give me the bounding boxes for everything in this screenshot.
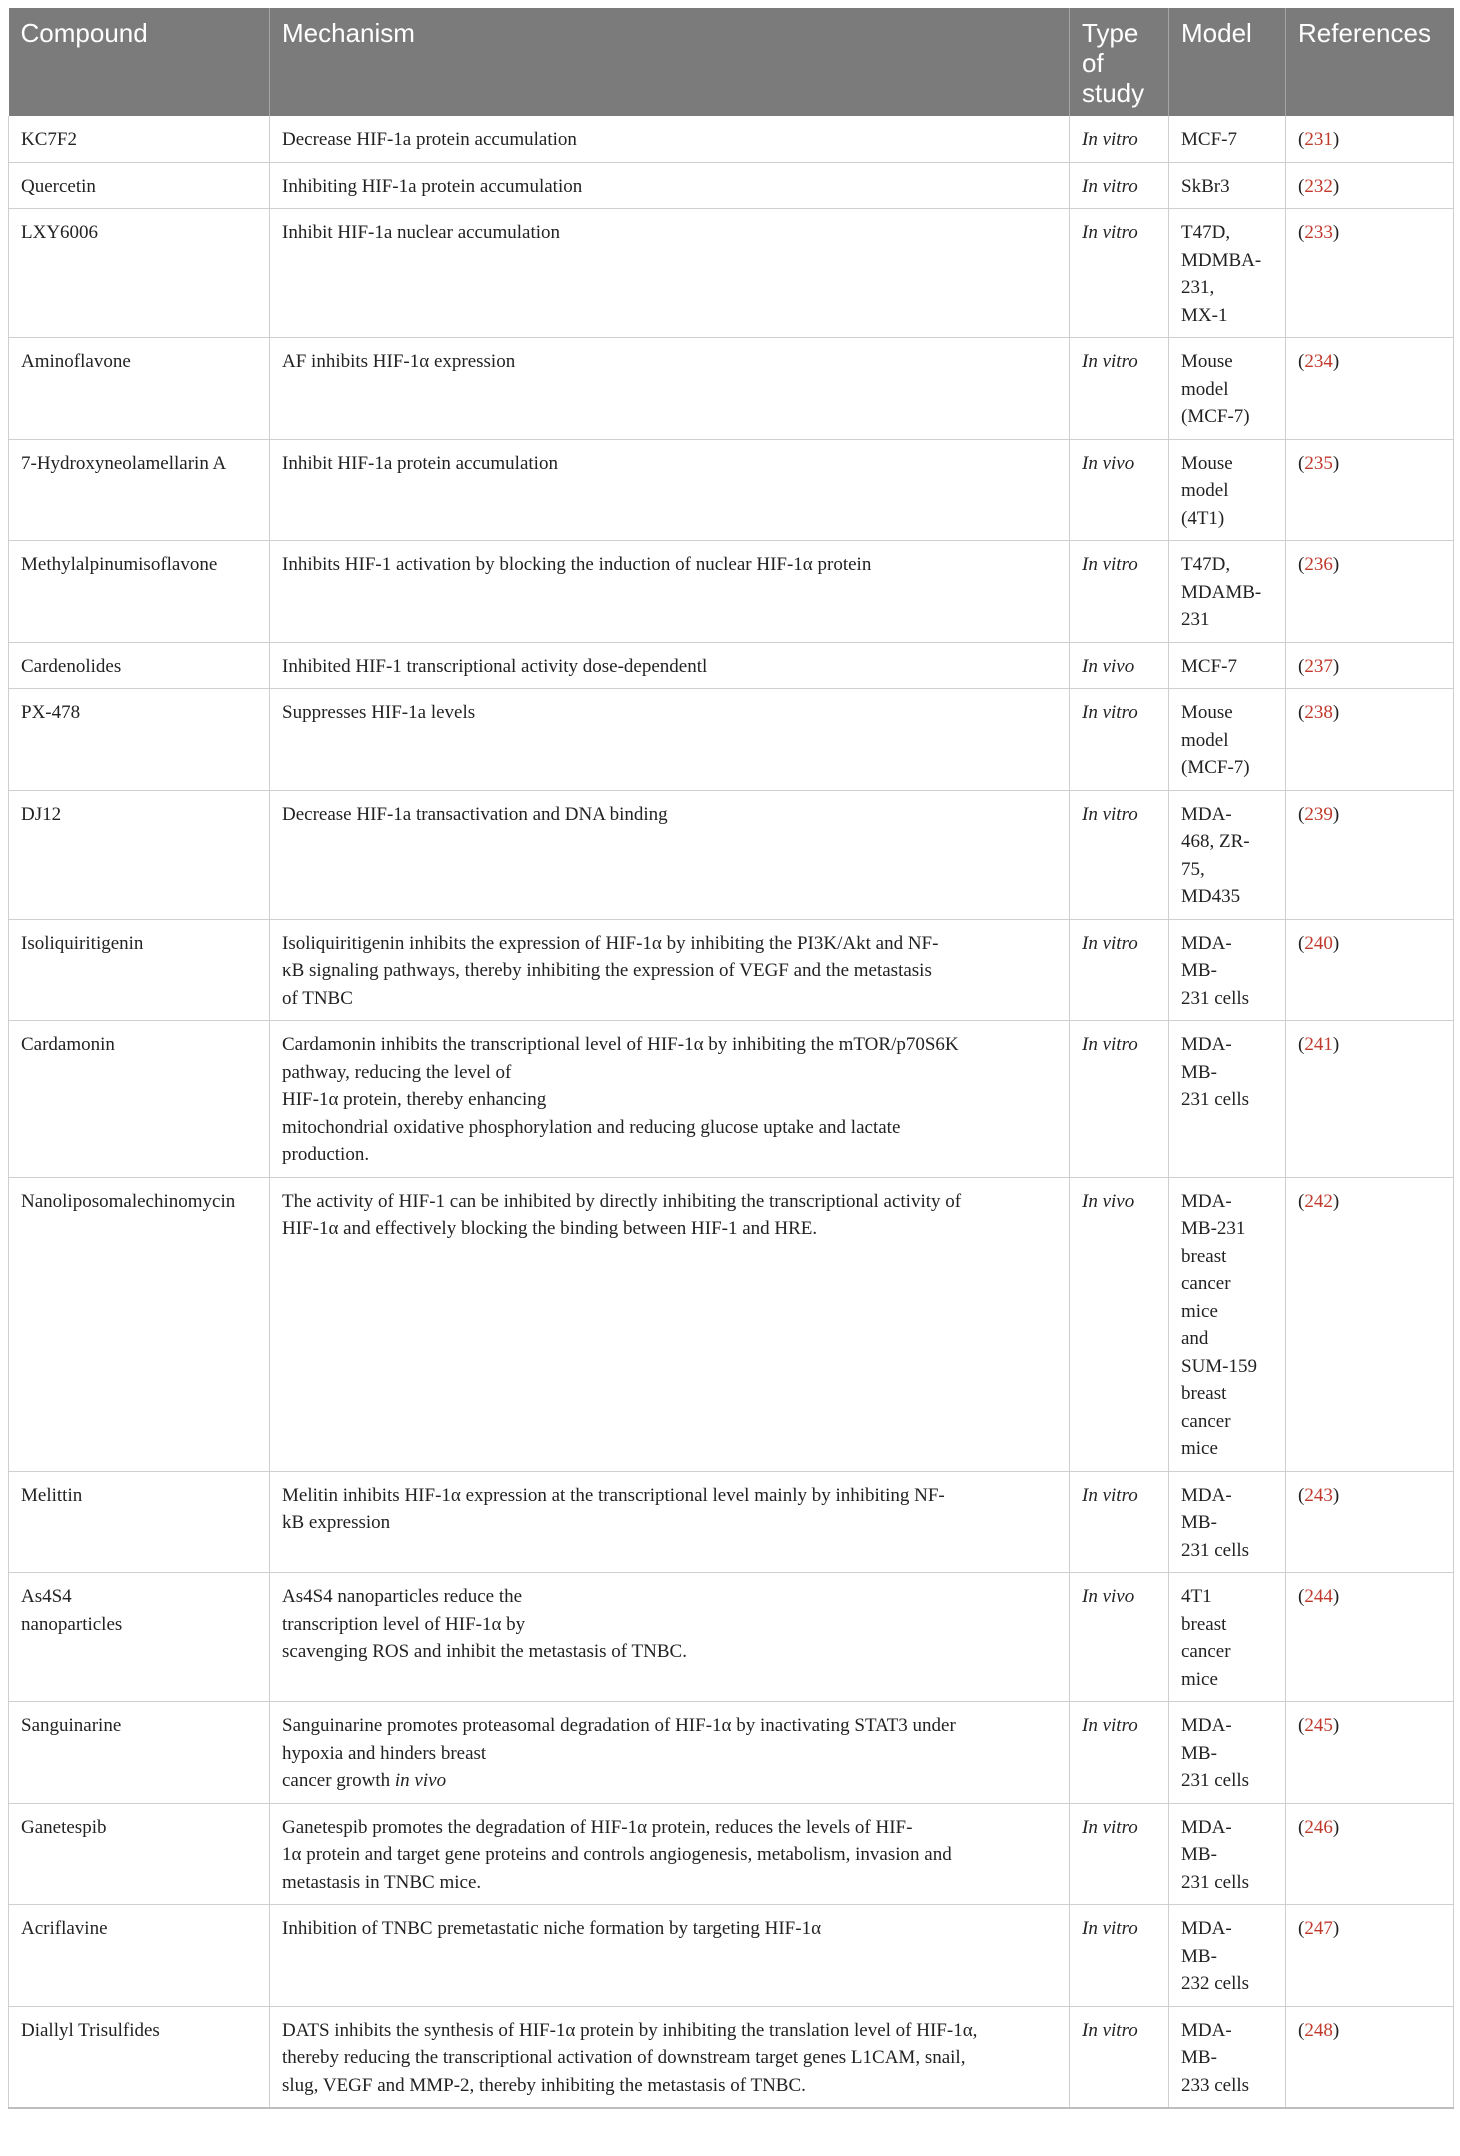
reference-cell <box>1286 1021 1454 1178</box>
table-row <box>9 1021 1454 1178</box>
reference-close-paren: ) <box>1332 222 1340 243</box>
reference-open-paren: ( <box>1298 1190 1305 1212</box>
compound-cell: Sanguinarine <box>9 1702 270 1804</box>
model-cell: MDA- MB-231 breast cancer mice and SUM-159 breast cancer mice <box>1169 1177 1286 1471</box>
study-type-cell: In vitro <box>1070 1905 1169 2007</box>
model-cell: T47D, MDAMB- 231 <box>1169 541 1286 643</box>
mechanism-cell: Inhibits HIF-1 activation by blocking the induction of nuclear HIF-1α protein <box>270 541 1070 643</box>
reference-cell <box>1286 790 1454 919</box>
model-cell: 4T1 breast cancer mice <box>1169 1573 1286 1702</box>
reference-close-paren: ) <box>1332 803 1340 825</box>
reference-close-paren: ) <box>1332 655 1340 677</box>
reference-close-paren: ) <box>1332 1918 1340 1939</box>
reference-close-paren: ) <box>1332 1190 1340 1212</box>
study-type-cell: In vitro <box>1070 162 1169 209</box>
mechanism-cell: Isoliquiritigenin inhibits the expression of HIF-1α by inhibiting the PI3K/Akt and NF- κB signaling pathways, thereby inhibiting the expression of VEGF and the metastasis of TNBC <box>270 919 1070 1021</box>
study-type-cell: In vitro <box>1070 2006 1169 2108</box>
header-compound: Compound <box>9 8 270 116</box>
mechanism-text: Sanguinarine promotes proteasomal degradation of HIF-1α by inactivating STAT3 under hypoxia and hinders breast cancer growth <box>282 1715 956 1791</box>
table-header <box>9 8 1454 116</box>
header-row <box>9 8 1454 116</box>
compound-table <box>8 8 1454 2109</box>
reference-close-paren: ) <box>1332 175 1340 197</box>
model-cell: MDA- MB- 231 cells <box>1169 919 1286 1021</box>
reference-open-paren: ( <box>1298 129 1305 150</box>
mechanism-cell <box>270 1702 1070 1804</box>
table-row <box>9 338 1454 440</box>
header-model: Model <box>1169 8 1286 116</box>
mechanism-cell: Melitin inhibits HIF-1α expression at the transcriptional level mainly by inhibiting NF- kB expression <box>270 1471 1070 1573</box>
reference-open-paren: ( <box>1298 175 1305 197</box>
reference-open-paren: ( <box>1298 1586 1305 1607</box>
mechanism-cell: Inhibit HIF-1a protein accumulation <box>270 439 1070 541</box>
model-cell: MCF-7 <box>1169 642 1286 689</box>
reference-link[interactable]: 236 <box>1304 554 1333 575</box>
study-type-cell: In vitro <box>1070 790 1169 919</box>
mechanism-cell: Cardamonin inhibits the transcriptional level of HIF-1α by inhibiting the mTOR/p70S6K pathway, reducing the level of HIF-1α protein, thereby enhancing mitochondrial oxidative phosphorylation and reducing glucose uptake and lactate production. <box>270 1021 1070 1178</box>
mechanism-cell: Inhibit HIF-1a nuclear accumulation <box>270 209 1070 338</box>
reference-cell <box>1286 1471 1454 1573</box>
reference-link[interactable]: 237 <box>1304 655 1333 677</box>
reference-open-paren: ( <box>1298 2019 1305 2041</box>
reference-close-paren: ) <box>1332 1586 1340 1607</box>
header-references: References <box>1286 8 1454 116</box>
reference-close-paren: ) <box>1332 702 1340 723</box>
reference-close-paren: ) <box>1332 554 1340 575</box>
model-cell: MDA- MB- 231 cells <box>1169 1471 1286 1573</box>
reference-link[interactable]: 247 <box>1304 1918 1333 1939</box>
table-row <box>9 1177 1454 1471</box>
compound-cell: 7-Hydroxyneolamellarin A <box>9 439 270 541</box>
study-type-cell: In vitro <box>1070 919 1169 1021</box>
compound-cell: PX-478 <box>9 689 270 791</box>
reference-cell <box>1286 1702 1454 1804</box>
reference-cell <box>1286 1573 1454 1702</box>
reference-close-paren: ) <box>1332 1034 1340 1055</box>
study-type-cell: In vitro <box>1070 338 1169 440</box>
reference-open-paren: ( <box>1298 222 1305 243</box>
reference-link[interactable]: 238 <box>1304 702 1333 723</box>
table-row <box>9 689 1454 791</box>
reference-link[interactable]: 244 <box>1304 1586 1333 1607</box>
reference-close-paren: ) <box>1332 1715 1340 1736</box>
reference-close-paren: ) <box>1332 452 1340 474</box>
reference-cell <box>1286 642 1454 689</box>
reference-link[interactable]: 242 <box>1304 1190 1333 1212</box>
mechanism-cell: AF inhibits HIF-1α expression <box>270 338 1070 440</box>
model-cell: MDA- MB- 232 cells <box>1169 1905 1286 2007</box>
reference-cell <box>1286 1905 1454 2007</box>
compound-cell: Nanoliposomalechinomycin <box>9 1177 270 1471</box>
reference-open-paren: ( <box>1298 452 1305 474</box>
study-type-cell: In vivo <box>1070 1573 1169 1702</box>
compound-cell: Cardenolides <box>9 642 270 689</box>
table-row <box>9 790 1454 919</box>
compound-cell: Quercetin <box>9 162 270 209</box>
model-cell: MDA- MB- 231 cells <box>1169 1021 1286 1178</box>
compound-cell: Melittin <box>9 1471 270 1573</box>
reference-link[interactable]: 243 <box>1304 1484 1333 1506</box>
reference-link[interactable]: 234 <box>1304 351 1333 372</box>
reference-open-paren: ( <box>1298 1715 1305 1736</box>
reference-cell <box>1286 2006 1454 2108</box>
table-row <box>9 1573 1454 1702</box>
reference-cell <box>1286 116 1454 162</box>
reference-open-paren: ( <box>1298 655 1305 677</box>
compound-cell: Ganetespib <box>9 1803 270 1905</box>
model-cell: MCF-7 <box>1169 116 1286 162</box>
reference-close-paren: ) <box>1332 1484 1340 1506</box>
study-type-cell: In vitro <box>1070 1471 1169 1573</box>
reference-link[interactable]: 239 <box>1304 803 1333 825</box>
study-type-cell: In vitro <box>1070 1803 1169 1905</box>
model-cell: MDA- MB- 231 cells <box>1169 1702 1286 1804</box>
table-row <box>9 1471 1454 1573</box>
reference-cell <box>1286 209 1454 338</box>
mechanism-emphasis: in vivo <box>394 1770 447 1791</box>
study-type-cell: In vitro <box>1070 116 1169 162</box>
reference-cell <box>1286 919 1454 1021</box>
model-cell: MDA- MB- 231 cells <box>1169 1803 1286 1905</box>
reference-link[interactable]: 231 <box>1304 129 1333 150</box>
table-row <box>9 1905 1454 2007</box>
reference-cell <box>1286 1803 1454 1905</box>
header-type-of-study: Type of study <box>1070 8 1169 116</box>
reference-link[interactable]: 240 <box>1304 932 1333 954</box>
table-row <box>9 919 1454 1021</box>
reference-close-paren: ) <box>1332 2019 1340 2041</box>
mechanism-cell: DATS inhibits the synthesis of HIF-1α protein by inhibiting the translation level of HIF-1α, thereby reducing the transcriptional activation of downstream target genes L1CAM, snail, slug, VEGF and MMP-2, thereby inhibiting the metastasis of TNBC. <box>270 2006 1070 2108</box>
study-type-cell: In vitro <box>1070 1702 1169 1804</box>
compound-cell: As4S4 nanoparticles <box>9 1573 270 1702</box>
study-type-cell: In vivo <box>1070 439 1169 541</box>
compound-cell: Isoliquiritigenin <box>9 919 270 1021</box>
reference-open-paren: ( <box>1298 932 1305 954</box>
reference-link[interactable]: 235 <box>1304 452 1333 474</box>
model-cell: MDA- 468, ZR- 75, MD435 <box>1169 790 1286 919</box>
study-type-cell: In vivo <box>1070 642 1169 689</box>
reference-open-paren: ( <box>1298 1918 1305 1939</box>
header-mechanism: Mechanism <box>270 8 1070 116</box>
table-row <box>9 642 1454 689</box>
model-cell: Mouse model (MCF-7) <box>1169 689 1286 791</box>
reference-open-paren: ( <box>1298 1816 1305 1838</box>
reference-open-paren: ( <box>1298 1034 1305 1055</box>
reference-close-paren: ) <box>1332 1816 1340 1838</box>
mechanism-cell: Inhibiting HIF-1a protein accumulation <box>270 162 1070 209</box>
reference-link[interactable]: 245 <box>1304 1715 1333 1736</box>
mechanism-cell: The activity of HIF-1 can be inhibited by directly inhibiting the transcriptional activity of HIF-1α and effectively blocking the binding between HIF-1 and HRE. <box>270 1177 1070 1471</box>
compound-cell: Cardamonin <box>9 1021 270 1178</box>
reference-cell <box>1286 338 1454 440</box>
reference-open-paren: ( <box>1298 702 1305 723</box>
mechanism-cell: Decrease HIF-1a transactivation and DNA binding <box>270 790 1070 919</box>
compound-cell: DJ12 <box>9 790 270 919</box>
table-row <box>9 1702 1454 1804</box>
table-row <box>9 1803 1454 1905</box>
mechanism-cell: As4S4 nanoparticles reduce the transcription level of HIF-1α by scavenging ROS and inhibit the metastasis of TNBC. <box>270 1573 1070 1702</box>
reference-close-paren: ) <box>1332 932 1340 954</box>
mechanism-cell: Suppresses HIF-1a levels <box>270 689 1070 791</box>
mechanism-cell: Inhibited HIF-1 transcriptional activity dose-dependentl <box>270 642 1070 689</box>
table-row <box>9 2006 1454 2108</box>
table-body <box>9 116 1454 2108</box>
study-type-cell: In vitro <box>1070 541 1169 643</box>
table-row <box>9 541 1454 643</box>
compound-cell: Acriflavine <box>9 1905 270 2007</box>
table-row <box>9 209 1454 338</box>
compound-cell: KC7F2 <box>9 116 270 162</box>
reference-cell <box>1286 689 1454 791</box>
reference-link[interactable]: 248 <box>1304 2019 1333 2041</box>
compound-cell: LXY6006 <box>9 209 270 338</box>
table-row <box>9 439 1454 541</box>
model-cell: Mouse model (4T1) <box>1169 439 1286 541</box>
reference-open-paren: ( <box>1298 1484 1305 1506</box>
mechanism-cell: Decrease HIF-1a protein accumulation <box>270 116 1070 162</box>
reference-cell <box>1286 1177 1454 1471</box>
mechanism-cell: Ganetespib promotes the degradation of HIF-1α protein, reduces the levels of HIF- 1α protein and target gene proteins and controls angiogenesis, metabolism, invasion and metastasis in TNBC mice. <box>270 1803 1070 1905</box>
table-row <box>9 162 1454 209</box>
reference-open-paren: ( <box>1298 351 1305 372</box>
reference-link[interactable]: 246 <box>1304 1816 1333 1838</box>
model-cell: MDA- MB- 233 cells <box>1169 2006 1286 2108</box>
model-cell: SkBr3 <box>1169 162 1286 209</box>
reference-link[interactable]: 241 <box>1304 1034 1333 1055</box>
mechanism-cell: Inhibition of TNBC premetastatic niche formation by targeting HIF-1α <box>270 1905 1070 2007</box>
study-type-cell: In vitro <box>1070 209 1169 338</box>
reference-close-paren: ) <box>1332 351 1340 372</box>
reference-cell <box>1286 439 1454 541</box>
reference-open-paren: ( <box>1298 554 1305 575</box>
study-type-cell: In vitro <box>1070 1021 1169 1178</box>
reference-open-paren: ( <box>1298 803 1305 825</box>
reference-cell <box>1286 162 1454 209</box>
reference-cell <box>1286 541 1454 643</box>
study-type-cell: In vivo <box>1070 1177 1169 1471</box>
compound-cell: Diallyl Trisulfides <box>9 2006 270 2108</box>
compound-cell: Aminoflavone <box>9 338 270 440</box>
table-row <box>9 116 1454 162</box>
reference-close-paren: ) <box>1332 129 1340 150</box>
model-cell: T47D, MDMBA- 231, MX-1 <box>1169 209 1286 338</box>
reference-link[interactable]: 232 <box>1304 175 1333 197</box>
study-type-cell: In vitro <box>1070 689 1169 791</box>
model-cell: Mouse model (MCF-7) <box>1169 338 1286 440</box>
compound-cell: Methylalpinumisoflavone <box>9 541 270 643</box>
reference-link[interactable]: 233 <box>1304 222 1333 243</box>
